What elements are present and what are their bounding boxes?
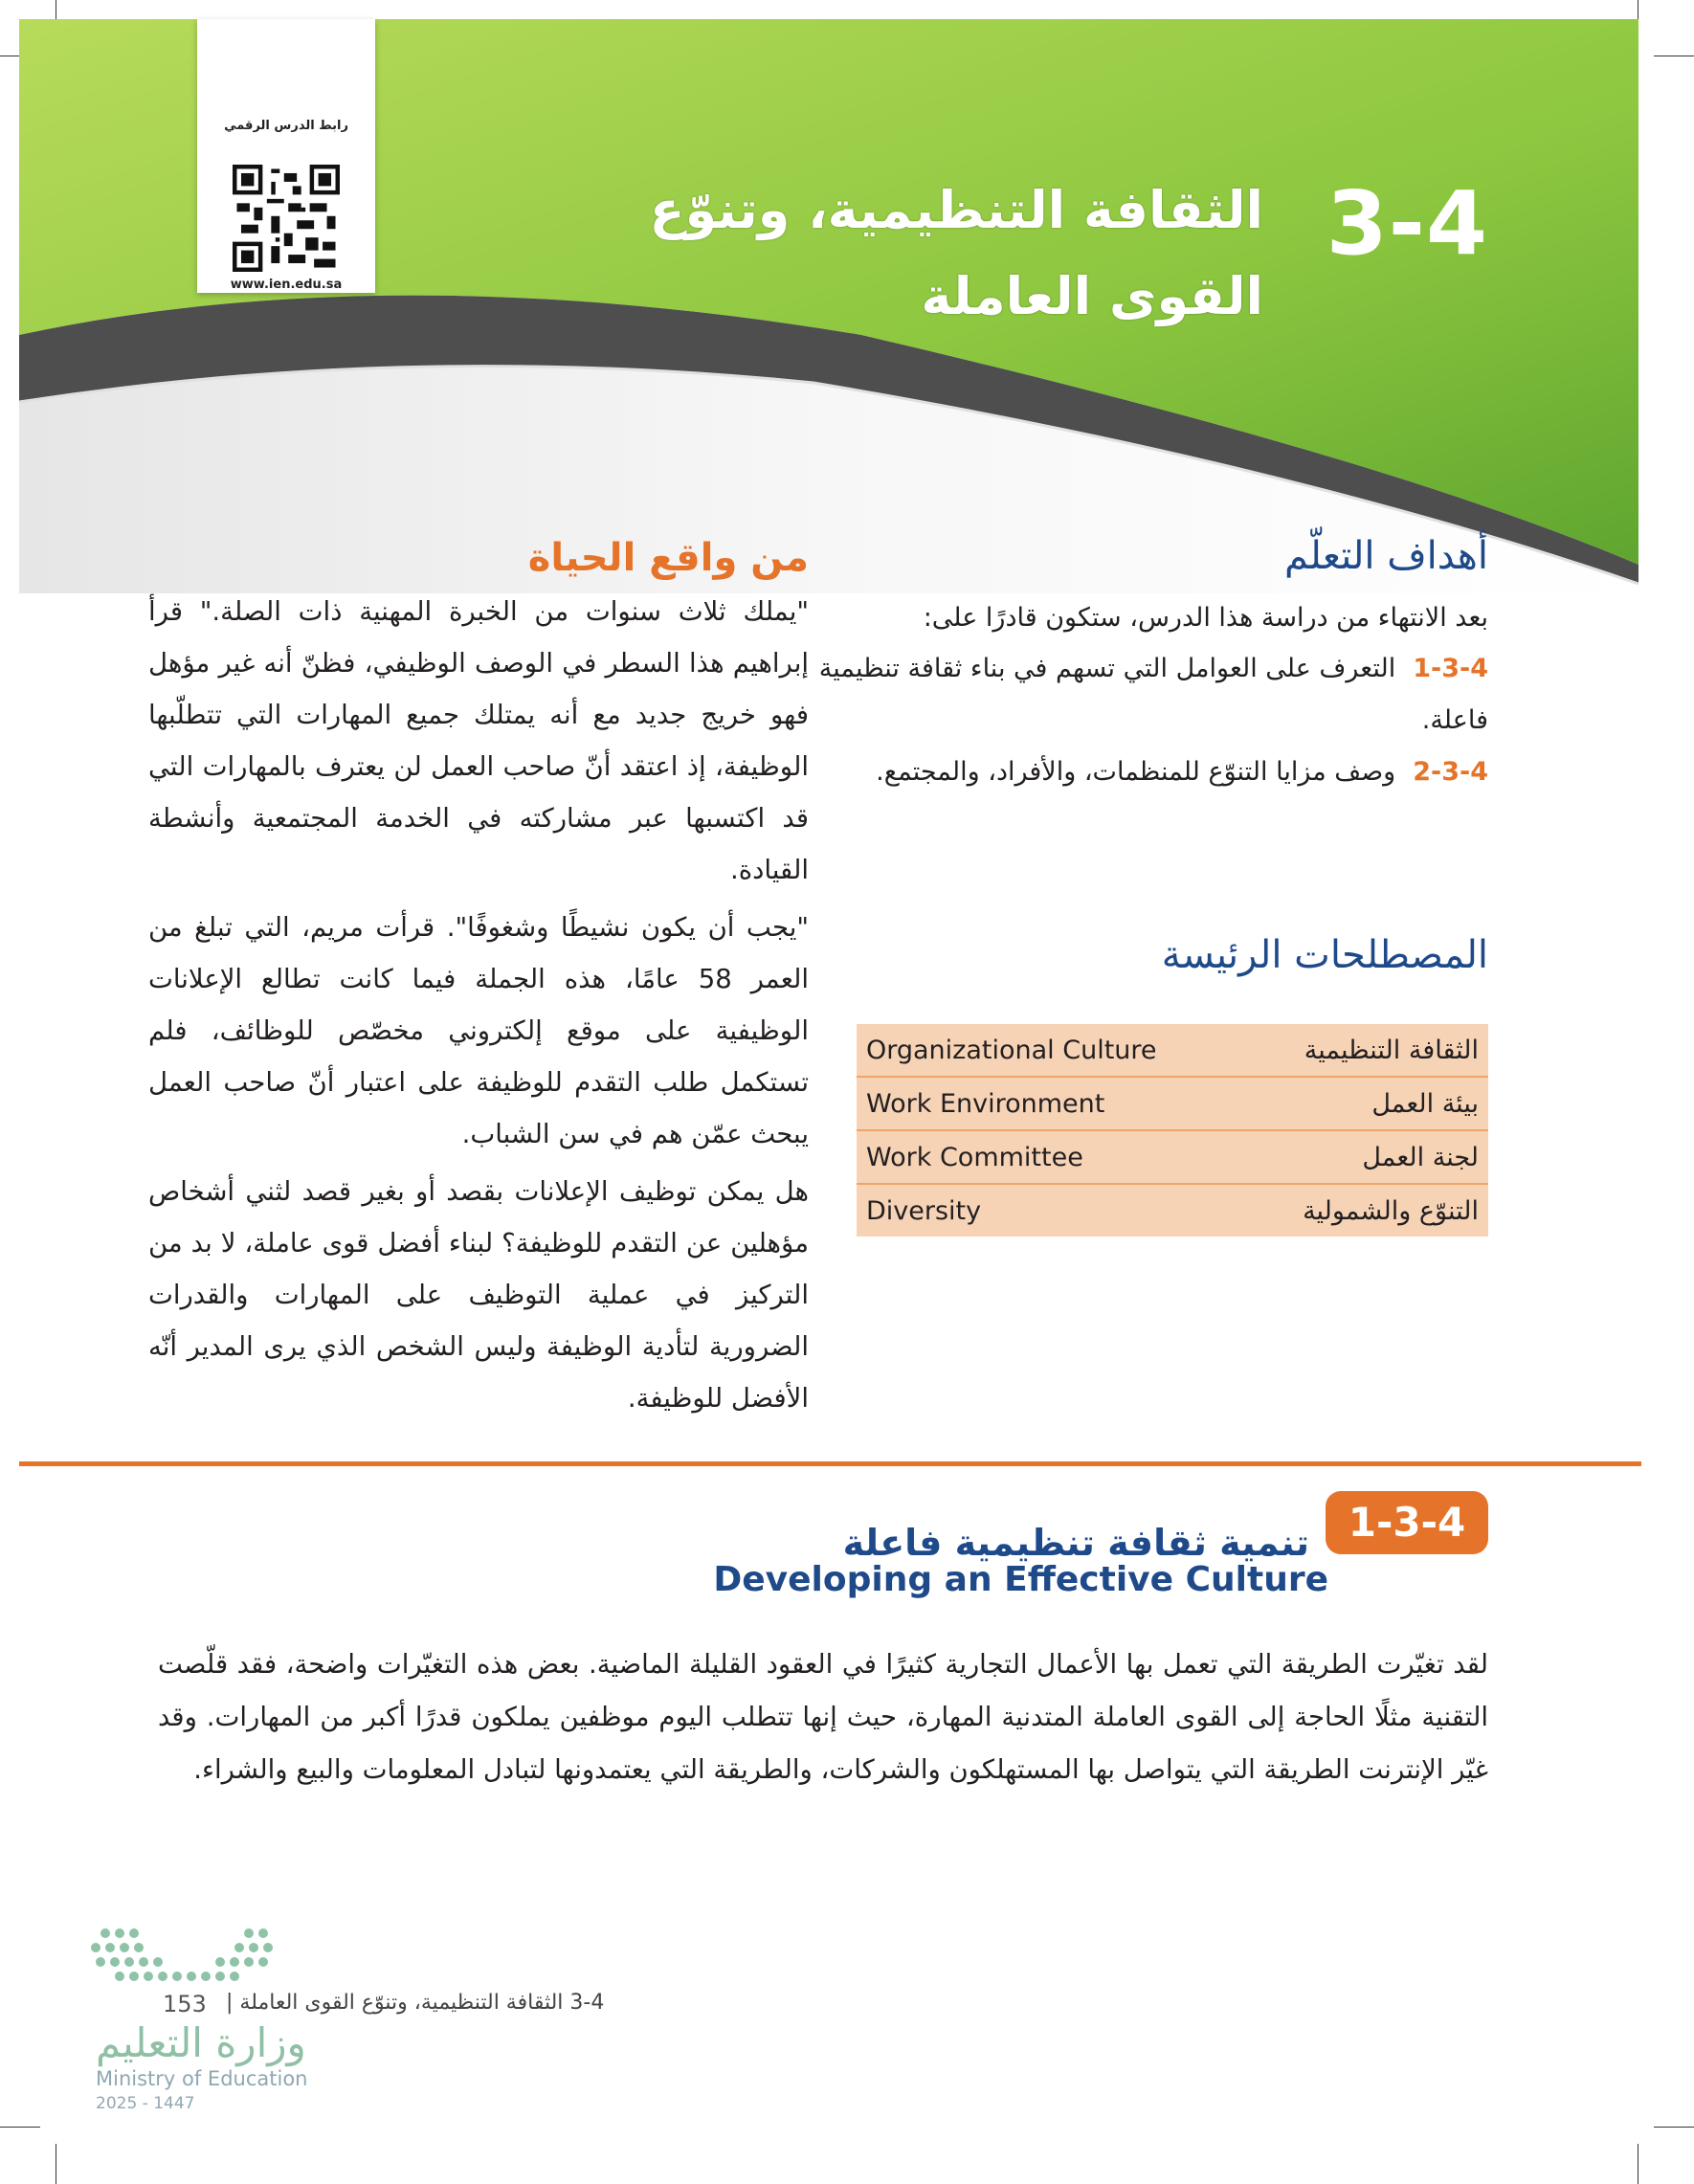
paragraph: هل يمكن توظيف الإعلانات بقصد أو بغير قصد لثني أشخاص مؤهلين عن التقدم للوظيفة؟ لبناء أفضل قوى عاملة، لا بد من التركيز في عملية التوظيف على المهارات والقدرات الضرورية لتأدية الوظيفة وليس الشخص الذي يرى المدير أنّه الأفضل للوظيفة. <box>148 1176 809 1414</box>
qr-url[interactable]: www.ien.edu.sa <box>230 278 343 292</box>
key-terms-table <box>857 1024 1488 1237</box>
section-title-english: Developing an Effective Culture <box>713 1560 1328 1599</box>
ministry-name-arabic: وزارة التعليم <box>96 2019 306 2066</box>
learning-goal-item <box>761 643 1488 747</box>
real-life-text <box>148 586 809 1430</box>
term-english: Diversity <box>866 1195 982 1226</box>
table-row <box>857 1130 1488 1184</box>
goal-number: 1-3-4 <box>1413 654 1488 683</box>
ministry-year: 2025 - 1447 <box>96 2094 195 2113</box>
term-arabic: بيئة العمل <box>1244 1077 1488 1130</box>
section-divider <box>19 1461 1641 1466</box>
section-number-badge: 1-3-4 <box>1326 1491 1488 1554</box>
lesson-title: الثقافة التنظيمية، وتنوّع القوى العاملة <box>649 180 1263 326</box>
term-arabic: الثقافة التنظيمية <box>1244 1024 1488 1077</box>
table-row <box>857 1184 1488 1237</box>
learning-goals-title: أهداف التعلّم <box>1283 534 1488 578</box>
ministry-name-english: Ministry of Education <box>96 2067 308 2090</box>
table-row <box>857 1024 1488 1077</box>
section-title-arabic: تنمية ثقافة تنظيمية فاعلة <box>842 1522 1309 1564</box>
key-terms-title: المصطلحات الرئيسة <box>1161 933 1488 977</box>
term-arabic: التنوّع والشمولية <box>1303 1195 1479 1226</box>
term-english: Work Environment <box>857 1077 1244 1130</box>
table-row <box>857 1077 1488 1130</box>
footer-lesson-ref: 3-4 الثقافة التنظيمية، وتنوّع القوى العاملة | <box>226 1991 605 2015</box>
learning-goals-intro: بعد الانتهاء من دراسة هذا الدرس، ستكون قادرًا على: <box>923 603 1488 633</box>
goal-number: 2-3-4 <box>1413 757 1488 787</box>
crop-mark <box>1654 2127 1694 2128</box>
page-number: 153 <box>163 1991 207 2017</box>
term-english: Work Committee <box>857 1130 1244 1184</box>
paragraph: "يملك ثلاث سنوات من الخبرة المهنية ذات الصلة." قرأ إبراهيم هذا السطر في الوصف الوظيفي، فظنّ أنه غير مؤهل فهو خريج جديد مع أنه يمتلك جميع المهارات التي تتطلّبها الوظيفة، إذ اعتقد أنّ صاحب العمل لن يعترف بالمهارات التي قد اكتسبها عبر مشاركته في الخدمة المجتمعية وأنشطة القيادة. <box>148 596 809 885</box>
qr-code-icon[interactable] <box>233 165 340 272</box>
learning-goal-item <box>761 747 1488 798</box>
qr-label: رابط الدرس الرقمي <box>224 119 348 133</box>
goal-text: التعرف على العوامل التي تسهم في بناء ثقافة تنظيمية فاعلة. <box>818 654 1488 735</box>
term-arabic: لجنة العمل <box>1244 1130 1488 1184</box>
real-life-title: من واقع الحياة <box>527 536 809 580</box>
paragraph: "يجب أن يكون نشيطًا وشغوفًا". قرأت مريم، التي تبلغ من العمر 58 عامًا، هذه الجملة فيما كانت تطالع الإعلانات الوظيفية على موقع إلكتروني مخصّص للوظائف، فلم تستكمل طلب التقدم للوظيفة على اعتبار أنّ صاحب العمل يبحث عمّن هم في سن الشباب. <box>148 912 809 1149</box>
crop-mark <box>0 2127 40 2128</box>
qr-card[interactable] <box>197 19 375 293</box>
lesson-number: 3-4 <box>1326 172 1488 275</box>
term-english: Organizational Culture <box>857 1024 1244 1077</box>
goal-text: وصف مزايا التنوّع للمنظمات، والأفراد، والمجتمع. <box>876 757 1396 787</box>
section-body-text: لقد تغيّرت الطريقة التي تعمل بها الأعمال التجارية كثيرًا في العقود القليلة الماضية. بعض هذه التغيّرات واضحة، فقد قلّصت التقنية مثلًا الحاجة إلى القوى العاملة المتدنية المهارة، حيث إنها تتطلب اليوم موظفين يملكون قدرًا أكبر من المهارات. وقد غيّر الإنترنت الطريقة التي يتواصل بها المستهلكون والشركات، والطريقة التي يعتمدونها لتبادل المعلومات والبيع والشراء. <box>158 1649 1488 1785</box>
